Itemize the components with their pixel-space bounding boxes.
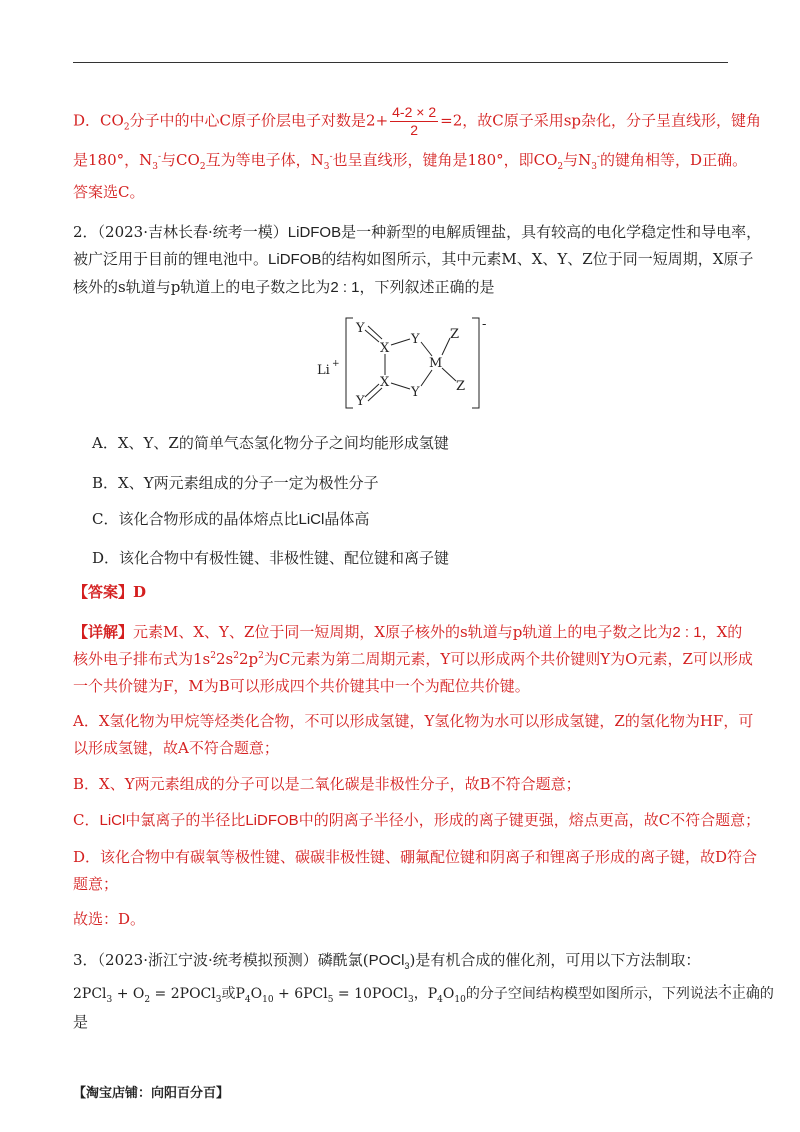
atom-x-bottom: X bbox=[380, 375, 390, 390]
detail-line2: 核外电子排布式为$1s^22s^22p^2$为C元素为第二周期元素，Y可以形成两个共价键则Y为O元素，Z可以形成 bbox=[73, 650, 753, 668]
atom-m: M bbox=[429, 356, 443, 371]
conclusion: 故选：D。 bbox=[73, 910, 146, 928]
q2-line3: 核外的s轨道与p轨道上的电子数之比为2 : 1，下列叙述正确的是 bbox=[73, 278, 495, 296]
li-charge: + bbox=[332, 359, 340, 369]
explanation-d-line1: D．$CO_2$分子中的中心C原子价层电子对数是2+ $\frac{4-2 \times 2}{2}$ =2，故C原子采用sp杂化，分子呈直线形，键角 bbox=[73, 104, 762, 138]
fraction: $\frac{4-2 \times 2}{2}$ bbox=[392, 104, 437, 138]
left-bracket bbox=[346, 318, 353, 408]
atom-x-top: X bbox=[380, 341, 390, 356]
explanation-a-line1: A．X氢化物为甲烷等烃类化合物，不可以形成氢键，Y氢化物为水可以形成氢键，Z的氢化物为HF，可 bbox=[73, 712, 754, 730]
atom-y-bottom: Y bbox=[411, 385, 420, 400]
atom-y-top: Y bbox=[411, 332, 420, 347]
shop-footer: 【淘宝店铺：向阳百分百】 bbox=[73, 1086, 230, 1101]
atom-y-top-left: Y bbox=[356, 321, 365, 336]
q3-line2: $2PCl_3 + O_2$ = 2POCl$_3$或$P_4O_{10} + 6PCl_5$ = 10POCl$_3$，$P_4O_{10}$的分子空间结构模型如图所示，下列说法不正确的 bbox=[73, 986, 774, 1005]
detail-line1: 【详解】元素M、X、Y、Z位于同一短周期，X原子核外的s轨道与p轨道上的电子数之比为2 : 1，X的 bbox=[73, 623, 743, 641]
atom-z-bottom: Z bbox=[456, 379, 466, 394]
explanation-c: C．LiCl中氯离子的半径比LiDFOB中的阴离子半径小，形成的离子键更强，熔点更高，故C不符合题意； bbox=[73, 811, 761, 829]
previous-answer: 答案选C。 bbox=[73, 183, 145, 201]
option-d[interactable]: D．该化合物中有极性键、非极性键、配位键和离子键 bbox=[92, 549, 450, 567]
anion-charge: - bbox=[482, 317, 487, 332]
explanation-d-line1-q2: D．该化合物中有碳氧等极性键、碳碳非极性键、硼氟配位键和阴离子和锂离子形成的离子键，故D符合 bbox=[73, 848, 758, 866]
atom-z-top: Z bbox=[450, 327, 460, 342]
q2-line2: 被广泛用于目前的锂电池中。LiDFOB的结构如图所示，其中元素M、X、Y、Z位于同一短周期，X原子 bbox=[73, 250, 754, 268]
q3-line3: 是 bbox=[73, 1013, 89, 1031]
explanation-a-line2: 以形成氢键，故A不符合题意； bbox=[73, 739, 279, 757]
option-b[interactable]: B．X、Y两元素组成的分子一定为极性分子 bbox=[92, 474, 379, 492]
explanation-b: B．X、Y两元素组成的分子可以是二氧化碳是非极性分子，故B不符合题意； bbox=[73, 775, 581, 793]
detail-line3: 一个共价键为F，M为B可以形成四个共价键其中一个为配位共价键。 bbox=[73, 677, 530, 695]
explanation-d-line2-q2: 题意； bbox=[73, 875, 119, 893]
q2-line1: 2．（2023·吉林长春·统考一模）LiDFOB是一种新型的电解质锂盐，具有较高的电化学稳定性和导电率， bbox=[73, 223, 762, 241]
option-a[interactable]: A．X、Y、Z的简单气态氢化物分子之间均能形成氢键 bbox=[92, 434, 449, 452]
answer-line: 【答案】D bbox=[73, 583, 147, 601]
right-bracket bbox=[472, 318, 479, 408]
li-label: Li bbox=[317, 363, 330, 378]
q3-line1: 3．（2023·浙江宁波·统考模拟预测）磷酰氯(POCl$_3$)是有机合成的催化剂，可用以下方法制取： bbox=[73, 951, 701, 971]
lidfob-structure-diagram bbox=[315, 312, 495, 412]
header-rule bbox=[73, 62, 728, 63]
explanation-d-line2: 是180°，$N_3^-$与$CO_2$互为等电子体，$N_3^-$也呈直线形，键角是180°，即$CO_2$与$N_3^-$的键角相等，D正确。 bbox=[73, 151, 748, 172]
atom-y-bottom-left: Y bbox=[356, 394, 365, 409]
option-c[interactable]: C．该化合物形成的晶体熔点比LiCl晶体高 bbox=[92, 510, 370, 528]
